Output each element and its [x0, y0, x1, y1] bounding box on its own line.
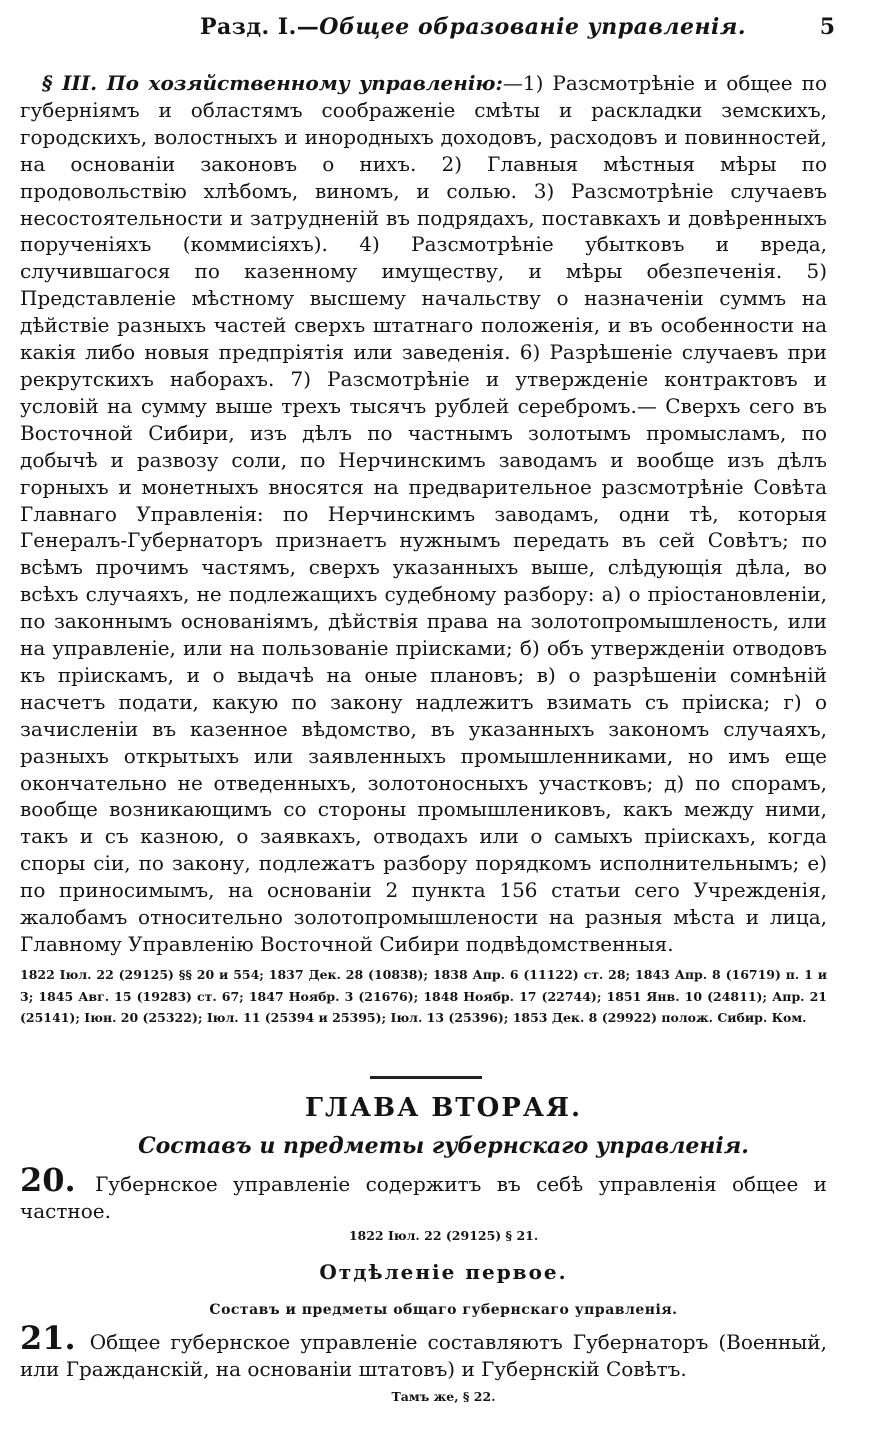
chapter-title: ГЛАВА ВТОРАЯ. [305, 1093, 582, 1123]
divider-rule [370, 1076, 482, 1079]
article-20-reference: 1822 Іюл. 22 (29125) § 21. [348, 1228, 539, 1243]
article-20 [20, 1161, 827, 1225]
article-text: Губернское управленіе содержитъ въ себѣ управленія общее и частное. [20, 1172, 827, 1223]
article-number: 21. [20, 1319, 76, 1357]
paragraph-body: —1) Разсмотрѣніе и общее по губерніямъ и областямъ соображеніе смѣты и раскладки земскихъ, городскихъ, волостныхъ и инородныхъ доходовъ, расходовъ и повинностей, на основаніи законовъ о нихъ. 2) Главныя мѣстныя мѣры по продовольствію хлѣбомъ, виномъ, и солью. 3) Разсмотрѣніе случаевъ несостоятельности и затрудненій въ подрядахъ, поставкахъ и довѣренныхъ порученіяхъ (коммисіяхъ). 4) Разсмотрѣніе убытковъ и вреда, случившагося по казенному имуществу, и мѣры обезпеченія. 5) Представленіе мѣстному высшему начальству о назначеніи суммъ на дѣйствіе разныхъ частей сверхъ штатнаго положенія, и въ особенности на какія либо новыя предпріятія или заведенія. 6) Разрѣшеніе случаевъ при рекрутскихъ наборахъ. 7) Разсмотрѣніе и утвержденіе контрактовъ и условій на сумму выше трехъ тысячъ рублей серебромъ.— Сверхъ сего въ Восточной Сибири, изъ дѣлъ по частнымъ золотымъ промысламъ, по добычѣ и развозу соли, по Нерчинскимъ заводамъ и вообще изъ дѣлъ горныхъ и монетныхъ вносятся на предварительное разсмотрѣніе Совѣта Главнаго Управленія: по Нерчинскимъ заводамъ, одни тѣ, которыя Генералъ-Губернаторъ признаетъ нужнымъ передать въ сей Совѣтъ; по всѣмъ прочимъ частямъ, сверхъ указанныхъ выше, слѣдующія дѣла, во всѣхъ случаяхъ, не подлежащихъ судебному разбору: а) о пріостановленіи, по законнымъ основаніямъ, дѣйствія права на золотопромышленость, или на управленіе, или на пользованіе пріисками; б) объ утвержденіи отводовъ къ пріискамъ, и о выдачѣ на оные плановъ; в) о разрѣшеніи сомнѣній насчетъ подати, какую по закону надлежитъ взимать съ пріиска; г) о зачисленіи въ казенное вѣдомство, въ указанныхъ закономъ случаяхъ, разныхъ открытыхъ или заявленныхъ промышленниками, но имъ еще окончательно не отведенныхъ, золотоносныхъ участковъ; д) по спорамъ, вообще возникающимъ со стороны промышлениковъ, какъ между ними, такъ и съ казною, о заявкахъ, отводахъ или о самыхъ пріискахъ, когда споры сіи, по закону, подлежатъ разбору порядкомъ исполнительнымъ; е) по приносимымъ, на основаніи 2 пункта 156 статьи сего Учрежденія, жалобамъ относительно золотопромышлености на разныя мѣста и лица, Главному Управленію Восточной Сибири подвѣдомственныя. [20, 71, 827, 956]
article-text: Общее губернское управленіе составляютъ Губернаторъ (Военный, или Гражданскій, на основаніи штатовъ) и Губернскій Совѣтъ. [20, 1330, 827, 1381]
article-21-reference: Тамъ же, § 22. [391, 1389, 496, 1404]
article-number: 20. [20, 1161, 76, 1199]
section-subtitle: Составъ и предметы общаго губернскаго управленія. [209, 1302, 678, 1318]
section-heading: § III. По хозяйственному управленію: [42, 71, 503, 95]
chapter-subtitle: Составъ и предметы губернскаго управленія. [138, 1133, 749, 1159]
header-section-label: Разд. I.— [200, 14, 320, 40]
header-title [200, 14, 746, 40]
legal-references: 1822 Іюл. 22 (29125) §§ 20 и 554; 1837 Дек. 28 (10838); 1838 Апр. 6 (11122) ст. 28; 1843 Апр. 8 (16719) п. 1 и 3; 1845 Авг. 15 (19283) ст. 67; 1847 Ноябр. 3 (21676); 1848 Ноябр. 17 (22744); 1851 Янв. 10 (24811); Апр. 21 (25141); Іюн. 20 (25322); Іюл. 11 (25394 и 25395); Іюл. 13 (25396); 1853 Дек. 8 (29922) полож. Сибир. Ком. [20, 967, 827, 1025]
running-header [0, 10, 887, 46]
article-21 [20, 1319, 827, 1383]
page-number: 5 [819, 14, 835, 40]
header-title-text: Общее образованіе управленія. [319, 14, 747, 40]
section-paragraph [20, 70, 827, 958]
section-title: Отдѣленіе первое. [319, 1260, 568, 1284]
